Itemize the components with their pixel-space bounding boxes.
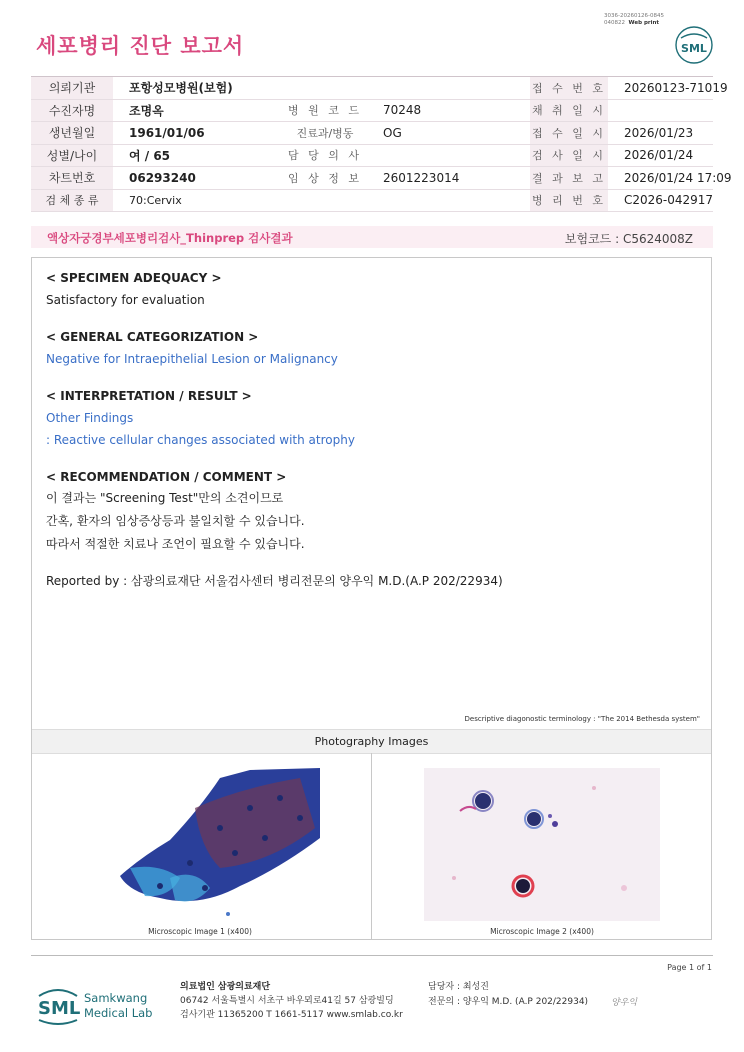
patient-info-table: [31, 76, 732, 212]
label-department: 진료과/병동: [283, 122, 367, 145]
label-sex-age: 성별/나이: [31, 144, 113, 167]
logo-line-2: Medical Lab: [84, 1006, 153, 1020]
value-chart-no: 06293240: [113, 167, 283, 190]
value-specimen-type: 70:Cervix: [113, 189, 530, 212]
org-contact: 검사기관 11365200 T 1661-5117 www.smlab.co.kr: [180, 1010, 403, 1020]
label-test-date: 검 사 일 시: [530, 144, 608, 167]
microscopic-image-2: [424, 768, 660, 921]
recommendation-line-2: 간혹, 환자의 임상증상등과 불일치할 수 있습니다.: [46, 514, 305, 528]
info-row: [31, 77, 713, 100]
test-name: 액상자궁경부세포병리검사_Thinprep 검사결과: [47, 231, 293, 245]
info-row: [31, 99, 713, 122]
label-clinical-info: 임 상 정 보: [283, 167, 367, 190]
value-birth-date: 1961/01/06: [113, 122, 283, 145]
value-collection-date: [608, 99, 713, 122]
label-result-report: 결 과 보 고: [530, 167, 608, 190]
recommendation-line-3: 따라서 적절한 치료나 조언이 필요할 수 있습니다.: [46, 537, 305, 551]
label-specimen-type: 검 체 종 류: [31, 189, 113, 212]
info-row: [31, 167, 713, 190]
label-collection-date: 채 취 일 시: [530, 99, 608, 122]
label-pathology-no: 병 리 번 호: [530, 189, 608, 212]
label-hospital-code: 병 원 코 드: [283, 99, 367, 122]
report-body: [46, 267, 686, 592]
label-physician: 담 당 의 사: [283, 144, 367, 167]
label-requesting-org: 의뢰기관: [31, 77, 113, 100]
staff-info: [428, 980, 588, 1010]
web-print-label: Web print: [628, 20, 660, 26]
page-number: Page 1 of 1: [667, 963, 712, 972]
section-specimen-adequacy-title: < SPECIMEN ADEQUACY >: [46, 271, 222, 285]
reported-by: Reported by : 삼광의료재단 서울검사센터 병리전문의 양우익 M.D.(A.P 202/22934): [46, 574, 503, 588]
specimen-adequacy-text: Satisfactory for evaluation: [46, 293, 205, 307]
general-categorization-text: Negative for Intraepithelial Lesion or Malignancy: [46, 352, 338, 366]
value-receipt-no: 20260123-71019: [608, 77, 713, 100]
specialist: 전문의 : 양우익 M.D. (A.P 202/22934): [428, 997, 589, 1007]
test-name-band: [31, 226, 713, 248]
label-patient-name: 수진자명: [31, 99, 113, 122]
signature: 양우익: [611, 998, 638, 1008]
label-birth-date: 생년월일: [31, 122, 113, 145]
samkwang-logo-icon: [36, 982, 160, 1026]
org-name: 의료법인 삼광의료재단: [180, 982, 271, 992]
print-code-line1: 3036-20260126-0845: [604, 13, 664, 19]
print-code-line2: 040822: [604, 20, 625, 26]
info-row: [31, 189, 713, 212]
value-result-report: 2026/01/24 17:09: [608, 167, 713, 190]
interpretation-text-2: : Reactive cellular changes associated with atrophy: [46, 433, 355, 447]
value-hospital-code: 70248: [367, 99, 530, 122]
value-department: OG: [367, 122, 530, 145]
sml-logo-text: SML: [38, 998, 81, 1019]
manager: 담당자 : 최성진: [428, 982, 489, 992]
value-sex-age: 여 / 65: [113, 144, 283, 167]
logo-line-1: Samkwang: [84, 991, 148, 1005]
value-requesting-org: 포항성모병원(보험): [113, 77, 530, 100]
section-recommendation-title: < RECOMMENDATION / COMMENT >: [46, 470, 287, 484]
org-info: [180, 980, 403, 1022]
insurance-code: 보험코드 : C5624008Z: [564, 232, 693, 246]
report-title: 세포병리 진단 보고서: [36, 34, 245, 58]
label-chart-no: 차트번호: [31, 167, 113, 190]
caption-image-1: Microscopic Image 1 (x400): [148, 927, 252, 936]
value-clinical-info: 2601223014: [367, 167, 530, 190]
terminology-note: Descriptive diagonostic terminology : "The 2014 Bethesda system": [464, 715, 700, 723]
image-divider: [371, 753, 372, 939]
value-receipt-date: 2026/01/23: [608, 122, 713, 145]
photography-header: [32, 729, 711, 754]
microscopic-image-1: [100, 768, 320, 918]
section-interpretation-title: < INTERPRETATION / RESULT >: [46, 389, 252, 403]
caption-image-2: Microscopic Image 2 (x400): [490, 927, 594, 936]
value-test-date: 2026/01/24: [608, 144, 713, 167]
value-pathology-no: C2026-042917: [608, 189, 713, 212]
section-general-categorization-title: < GENERAL CATEGORIZATION >: [46, 330, 259, 344]
recommendation-line-1: 이 결과는 "Screening Test"만의 소견이므로: [46, 491, 284, 505]
label-receipt-date: 접 수 일 시: [530, 122, 608, 145]
label-receipt-no: 접 수 번 호: [530, 77, 608, 100]
org-address: 06742 서울특별시 서초구 바우뫼로41길 57 삼광빌딩: [180, 996, 394, 1006]
footer-divider: [31, 955, 713, 956]
print-code: [604, 13, 664, 27]
sml-logo-icon: [675, 26, 713, 64]
value-physician: [367, 144, 530, 167]
info-row: [31, 144, 713, 167]
photography-title: Photography Images: [314, 735, 429, 748]
interpretation-text-1: Other Findings: [46, 411, 134, 425]
value-patient-name: 조명옥: [113, 99, 283, 122]
info-row: [31, 122, 713, 145]
sml-logo-text: SML: [681, 42, 707, 55]
